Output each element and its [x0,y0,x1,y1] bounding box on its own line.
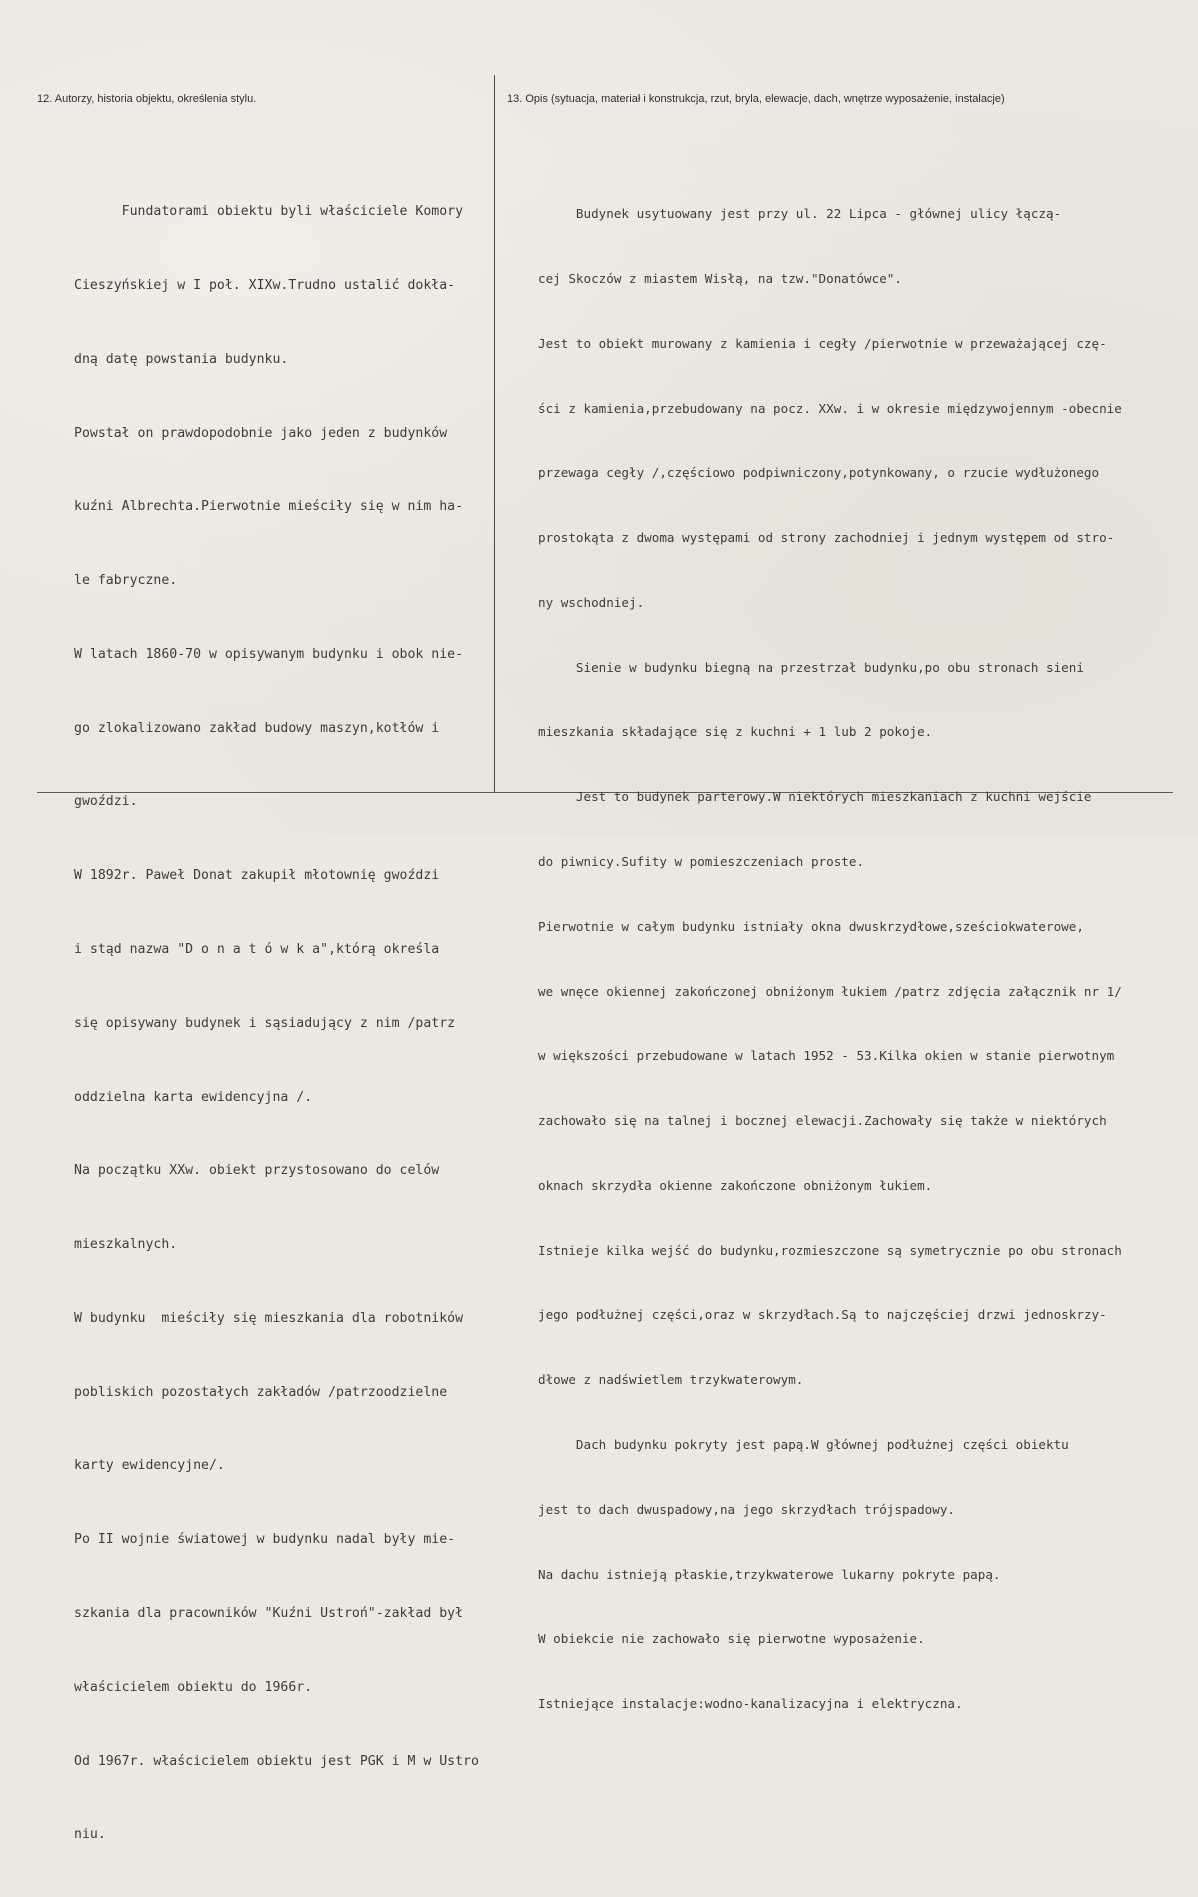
text-line: i stąd nazwa "D o n a t ó w k a",którą określa [74,942,440,957]
text-line: Na początku XXw. obiekt przystosowano do celów [74,1163,440,1179]
text-line: niu. [74,1827,106,1843]
text-line: oddzielna karta ewidencyjna /. [74,1089,313,1105]
text-line: le fabryczne. [74,573,178,589]
text-line: Jest to budynek parterowy.W niektórych mieszkaniach z kuchni wejście [538,789,1092,805]
text-line: Fundatorami obiektu byli właściciele Komory [74,204,464,220]
text-line: W latach 1860-70 w opisywanym budynku i obok nie- [74,646,464,662]
text-line: Jest to obiekt murowany z kamienia i cegły /pierwotnie w przeważającej czę- [538,335,1107,351]
history-text [74,151,479,1897]
text-line: ny wschodniej. [538,594,645,610]
text-line: Na dachu istnieją płaskie,trzykwaterowe lukarny pokryte papą. [538,1566,1001,1582]
text-line: karty ewidencyjne/. [74,1458,225,1474]
text-line: Pierwotnie w całym budynku istniały okna dwuskrzydłowe,sześciokwaterowe, [538,918,1084,934]
text-line: ści z kamienia,przebudowany na pocz. XXw. i w okresie międzywojennym -obecnie [538,400,1122,416]
text-line: Dach budynku pokryty jest papą.W głównej podłużnej części obiektu [538,1437,1069,1453]
text-line: oknach skrzydła okienne zakończone obniżonym łukiem. [538,1177,933,1193]
text-line: Sienie w budynku biegną na przestrzał budynku,po obu stronach sieni [538,659,1084,675]
section-12-header: 12. Autorzy, historia objektu, określenia stylu. [37,93,257,105]
text-line: do piwnicy.Sufity w pomieszczeniach proste. [538,854,865,869]
text-line: Cieszyńskiej w I poł. XIXw.Trudno ustalić dokła- [74,277,456,293]
text-line: się opisywany budynek i sąsiadujący z nim /patrz [74,1015,456,1031]
column-divider [494,75,495,792]
text-line: jest to dach dwuspadowy,na jego skrzydłach trójspadowy. [538,1501,956,1517]
text-line: W obiekcie nie zachowało się pierwotne wyposażenie. [538,1631,925,1647]
text-line: gwoździ. [74,794,138,810]
text-line: Istniejące instalacje:wodno-kanalizacyjna i elektryczna. [538,1696,963,1712]
text-line: zachowało się na talnej i bocznej elewacji.Zachowały się także w niektórych [538,1113,1107,1129]
text-line: przewaga cegły /,częściowo podpiwniczony,potynkowany, o rzucie wydłużonego [538,465,1100,481]
section-13-header: 13. Opis (sytuacja, materiał i konstrukcja, rzut, bryla, elewacje, dach, wnętrze wyposażenie, instalacje) [507,93,1005,105]
text-line: Po II wojnie światowej w budynku nadal były mie- [74,1532,456,1548]
text-line: kuźni Albrechta.Pierwotnie mieściły się w nim ha- [74,499,464,515]
text-line: Powstał on prawdopodobnie jako jeden z budynków [74,425,448,441]
text-line: Od 1967r. właścicielem obiektu jest PGK i M w Ustro [74,1753,479,1769]
text-line: Istnieje kilka wejść do budynku,rozmieszczone są symetrycznie po obu stronach [538,1242,1122,1258]
text-line: dłowe z nadświetlem trzykwaterowym. [538,1372,804,1388]
text-line: właścicielem obiektu do 1966r. [74,1679,313,1695]
text-line: pobliskich pozostałych zakładów /patrzoodzielne [74,1384,448,1400]
description-text [538,160,1122,1758]
text-line: mieszkania składające się z kuchni + 1 lub 2 pokoje. [538,724,933,740]
text-line: W 1892r. Paweł Donat zakupił młotownię gwoździ [74,868,440,884]
text-line: cej Skoczów z miastem Wisłą, na tzw."Donatówce". [538,270,902,286]
text-line: jego podłużnej części,oraz w skrzydłach.Są to najczęściej drzwi jednoskrzy- [538,1307,1107,1323]
text-line: we wnęce okiennej zakończonej obniżonym łukiem /patrz zdjęcia załącznik nr 1/ [538,983,1122,999]
text-line: w większości przebudowane w latach 1952 - 53.Kilka okien w stanie pierwotnym [538,1048,1115,1064]
text-line: W budynku mieściły się mieszkania dla robotników [74,1310,464,1326]
text-line: Budynek usytuowany jest przy ul. 22 Lipca - głównej ulicy łączą- [538,206,1062,222]
text-line: prostokąta z dwoma występami od strony zachodniej i jednym występem od stro- [538,530,1115,546]
text-line: mieszkalnych. [74,1237,178,1253]
text-line: go zlokalizowano zakład budowy maszyn,kotłów i [74,720,440,736]
text-line: dną datę powstania budynku. [74,351,289,367]
text-line: szkania dla pracowników "Kuźni Ustroń"-zakład był [74,1606,464,1622]
